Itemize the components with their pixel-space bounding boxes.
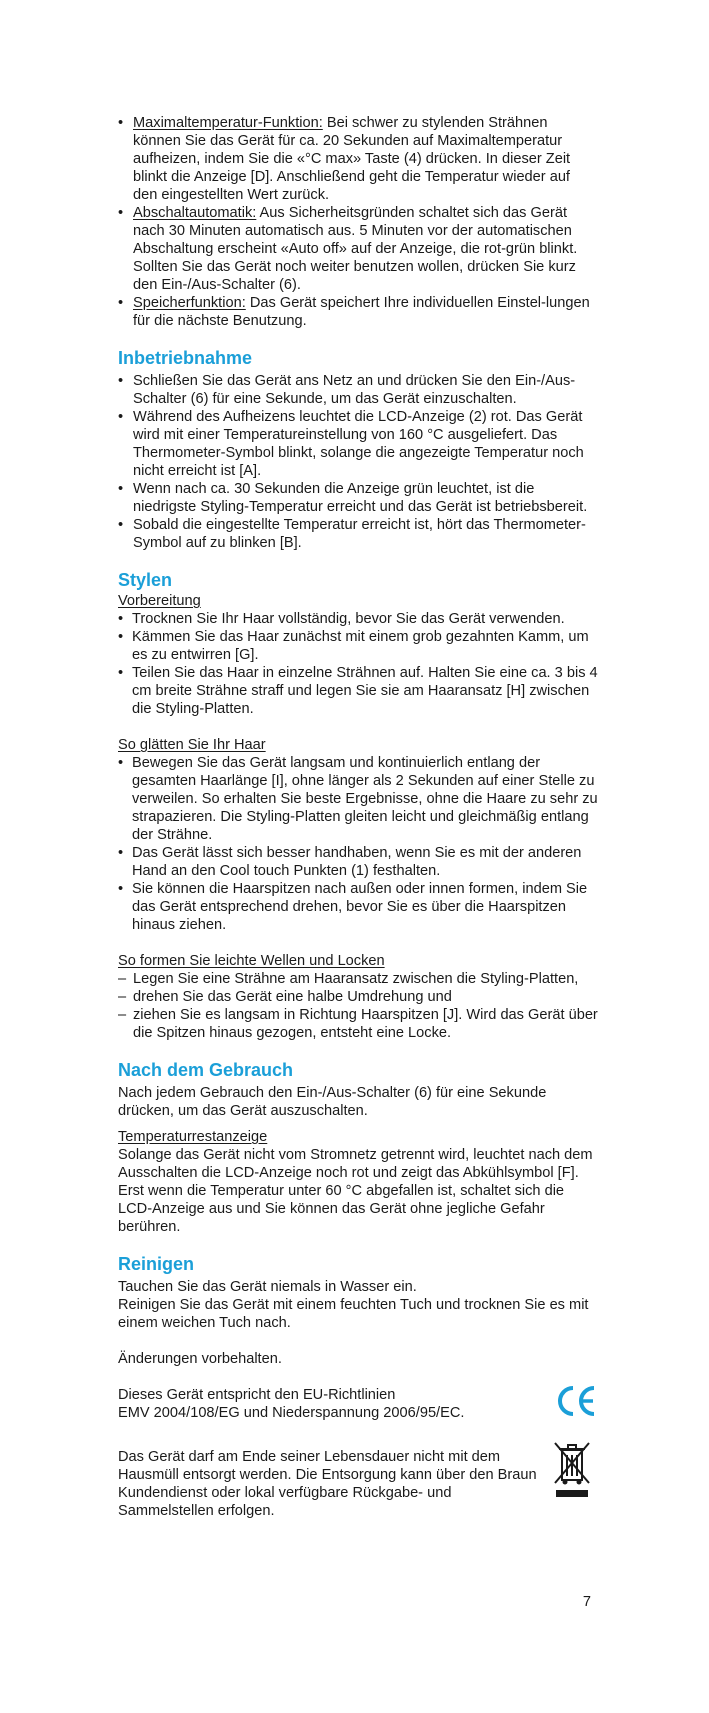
subheading-vorbereitung: Vorbereitung — [118, 593, 201, 609]
paragraph: Das Gerät darf am Ende seiner Lebensdauer nicht mit dem Hausmüll entsorgt werden. Die Entsorgung kann über den Braun Kundendienst oder lokal verfügbare Rückgabe- und Sammelstellen erfolgen. — [118, 1449, 537, 1519]
list-item: • Kämmen Sie das Haar zunächst mit einem grob gezahnten Kamm, um es zu entwirren [G]. — [118, 628, 598, 664]
list-item: • Teilen Sie das Haar in einzelne Strähnen auf. Halten Sie eine ca. 3 bis 4 cm breite Strähne straff und legen Sie sie am Haaransatz [H] zwischen die Styling-Platten. — [118, 664, 598, 718]
manual-page — [118, 114, 598, 1520]
vorbereitung-list — [118, 610, 598, 718]
list-item: – Legen Sie eine Strähne am Haaransatz zwischen die Styling-Platten, — [118, 970, 598, 988]
paragraph: Tauchen Sie das Gerät niemals in Wasser ein. — [118, 1279, 417, 1295]
list-item: • Sie können die Haarspitzen nach außen oder innen formen, indem Sie das Gerät entsprechend drehen, bevor Sie es über die Haarspitzen hinaus ziehen. — [118, 880, 598, 934]
paragraph: Reinigen Sie das Gerät mit einem feuchten Tuch und trocknen Sie es mit einem weichen Tuch nach. — [118, 1297, 589, 1331]
list-item: • Das Gerät lässt sich besser handhaben, wenn Sie es mit der anderen Hand an den Cool touch Punkten (1) festhalten. — [118, 844, 598, 880]
page-number: 7 — [582, 1594, 591, 1610]
list-item: – ziehen Sie es langsam in Richtung Haarspitzen [J]. Wird das Gerät über die Spitzen hinaus gezogen, entsteht eine Locke. — [118, 1006, 598, 1042]
eu-compliance — [118, 1386, 598, 1422]
list-item: • Abschaltautomatik: Aus Sicherheitsgründen schaltet sich das Gerät nach 30 Minuten automatisch aus. 5 Minuten vor der automatischen Abschaltung erscheint «Auto off» auf der Anzeige, die rot-grün blinkt. Sollten Sie das Gerät noch weiter benutzen wollen, drücken Sie kurz den Ein-/Aus-Schalter (6). — [118, 204, 598, 294]
list-item: • Während des Aufheizens leuchtet die LCD-Anzeige (2) rot. Das Gerät wird mit einer Temperatureinstellung von 160 °C ausgeliefert. Das Thermometer-Symbol blinkt, solange die angezeigte Temperatur noch nicht erreicht ist [A]. — [118, 408, 598, 480]
list-item: • Maximaltemperatur-Funktion: Bei schwer zu stylenden Strähnen können Sie das Gerät für ca. 20 Sekunden auf Maximaltemperatur aufheizen, indem Sie die «°C max» Taste (4) drücken. In dieser Zeit blinkt die Anzeige [D]. Anschließend geht die Temperatur wieder auf den eingestellten Wert zurück. — [118, 114, 598, 204]
list-item: • Schließen Sie das Gerät ans Netz an und drücken Sie den Ein-/Aus-Schalter (6) für eine Sekunde, um das Gerät einzuschalten. — [118, 372, 598, 408]
paragraph: EMV 2004/108/EG und Niederspannung 2006/95/EC. — [118, 1405, 465, 1421]
glaetten-list — [118, 754, 598, 934]
feature-list — [118, 114, 598, 330]
list-item: • Bewegen Sie das Gerät langsam und kontinuierlich entlang der gesamten Haarlänge [I], ohne länger als 2 Sekunden auf einer Stelle zu verweilen. So erhalten Sie beste Ergebnisse, ohne die Haare zu sehr zu strapazieren. Die Styling-Platten gleiten leicht und gleichmäßig entlang der Strähne. — [118, 754, 598, 844]
wellen-list — [118, 970, 598, 1042]
section-heading-inbetriebnahme: Inbetriebnahme — [118, 348, 253, 368]
subheading-temperaturrestanzeige: Temperaturrestanzeige — [118, 1129, 268, 1145]
subheading-glaetten: So glätten Sie Ihr Haar — [118, 737, 266, 753]
list-item: • Trocknen Sie Ihr Haar vollständig, bevor Sie das Gerät verwenden. — [118, 610, 598, 628]
paragraph: Nach jedem Gebrauch den Ein-/Aus-Schalter (6) für eine Sekunde drücken, um das Gerät auszuschalten. — [118, 1085, 547, 1119]
paragraph: Dieses Gerät entspricht den EU-Richtlinien — [118, 1387, 396, 1403]
list-item: • Wenn nach ca. 30 Sekunden die Anzeige grün leuchtet, ist die niedrigste Styling-Temperatur erreicht und das Gerät ist betriebsbereit. — [118, 480, 598, 516]
section-heading-nach-dem-gebrauch: Nach dem Gebrauch — [118, 1060, 294, 1080]
list-item: • Sobald die eingestellte Temperatur erreicht ist, hört das Thermometer-Symbol auf zu blinken [B]. — [118, 516, 598, 552]
crossed-out-bin-icon — [552, 1440, 592, 1503]
list-item: – drehen Sie das Gerät eine halbe Umdrehung und — [118, 988, 598, 1006]
paragraph: Solange das Gerät nicht vom Stromnetz getrennt wird, leuchtet nach dem Ausschalten die LCD-Anzeige noch rot und zeigt das Abkühlsymbol [F]. Erst wenn die Temperatur unter 60 °C abgefallen ist, schaltet sich die LCD-Anzeige aus und Sie können das Gerät ohne jegliche Gefahr berühren. — [118, 1147, 593, 1235]
ce-mark-icon — [554, 1384, 598, 1423]
disposal-notice — [118, 1448, 598, 1520]
paragraph: Änderungen vorbehalten. — [118, 1351, 282, 1367]
subheading-wellen: So formen Sie leichte Wellen und Locken — [118, 953, 385, 969]
section-heading-reinigen: Reinigen — [118, 1254, 195, 1274]
list-item: • Speicherfunktion: Das Gerät speichert Ihre individuellen Einstel-lungen für die nächste Benutzung. — [118, 294, 598, 330]
inbetriebnahme-list — [118, 372, 598, 552]
section-heading-stylen: Stylen — [118, 570, 173, 590]
